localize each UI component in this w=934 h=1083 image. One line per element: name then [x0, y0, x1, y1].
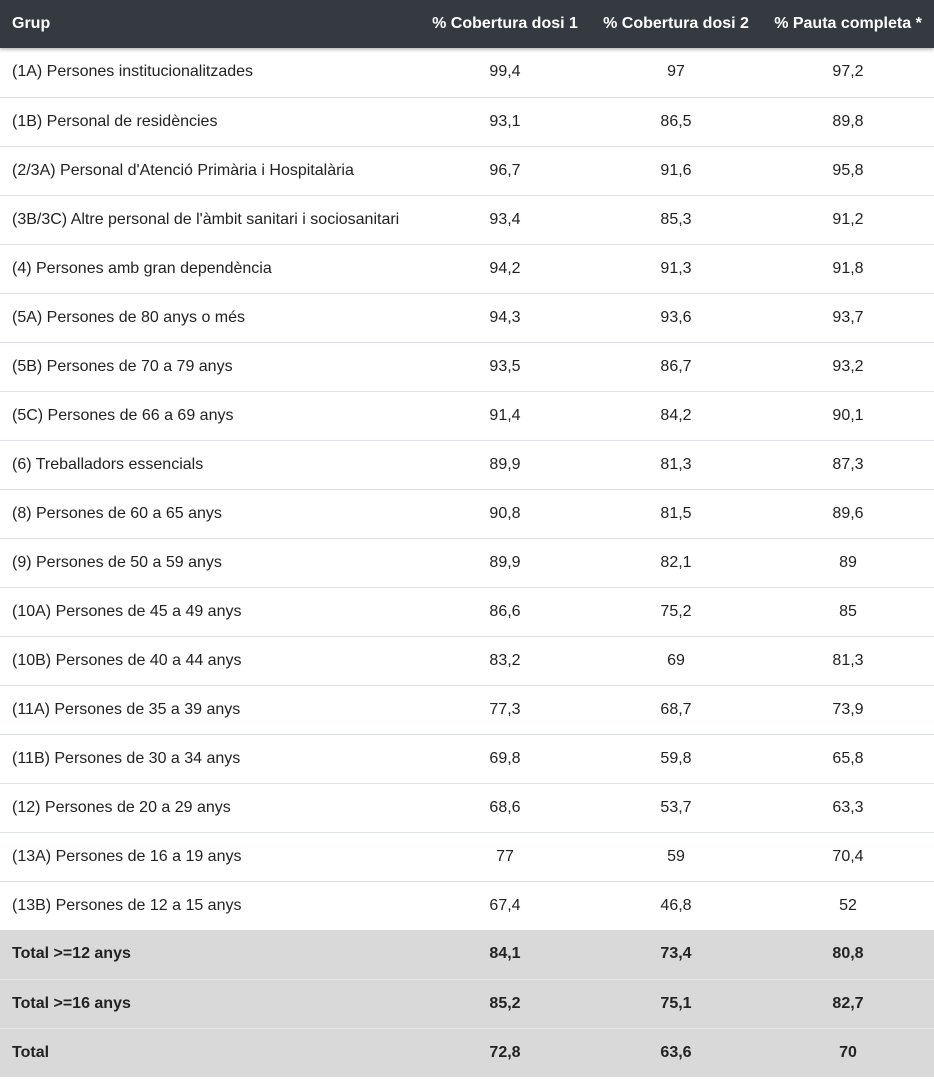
cell-dose1: 91,4 [489, 406, 521, 424]
table-row [0, 783, 934, 832]
table-row [0, 146, 934, 195]
cell-dose1: 89,9 [489, 553, 521, 571]
cell-full: 90,1 [832, 406, 864, 424]
cell-dose2: 53,7 [660, 798, 692, 816]
cell-dose2: 93,6 [660, 308, 692, 326]
table-row [0, 244, 934, 293]
cell-dose1: 90,8 [489, 504, 521, 522]
total-row [0, 1028, 934, 1077]
cell-full: 87,3 [832, 455, 864, 473]
cell-group: (12) Persones de 20 a 29 anys [12, 798, 231, 816]
table-row [0, 881, 934, 930]
cell-full: 97,2 [832, 63, 864, 81]
table-body [0, 48, 934, 930]
table-row [0, 538, 934, 587]
cell-group: (1A) Persones institucionalitzades [12, 63, 254, 81]
cell-dose1: 93,4 [489, 210, 521, 228]
cell-dose1: 94,3 [489, 308, 521, 326]
cell-full: 52 [839, 896, 857, 914]
cell-group: (1B) Personal de residències [12, 112, 218, 130]
total-cell-group: Total >=16 anys [12, 994, 131, 1012]
table-row [0, 293, 934, 342]
total-cell-dose2: 63,6 [660, 1043, 692, 1061]
cell-dose2: 97 [667, 63, 685, 81]
header-row [0, 0, 934, 48]
cell-dose2: 86,5 [660, 112, 692, 130]
cell-group: (5A) Persones de 80 anys o més [12, 308, 246, 326]
cell-dose1: 68,6 [489, 798, 521, 816]
column-header-dose2[interactable]: % Cobertura dosi 2 [603, 15, 749, 32]
cell-group: (4) Persones amb gran dependència [12, 259, 272, 277]
cell-dose1: 83,2 [489, 651, 521, 669]
table-row [0, 391, 934, 440]
table-row [0, 489, 934, 538]
cell-dose2: 84,2 [660, 406, 692, 424]
table-row [0, 636, 934, 685]
total-cell-dose2: 73,4 [660, 945, 692, 963]
cell-dose1: 69,8 [489, 749, 521, 767]
cell-group: (8) Persones de 60 a 65 anys [12, 504, 222, 522]
cell-group: (5C) Persones de 66 a 69 anys [12, 406, 234, 424]
column-header-dose1[interactable]: % Cobertura dosi 1 [432, 15, 578, 32]
total-cell-dose2: 75,1 [660, 994, 692, 1012]
cell-group: (11A) Persones de 35 a 39 anys [12, 700, 241, 718]
total-row [0, 979, 934, 1028]
cell-full: 85 [839, 602, 857, 620]
table-row [0, 440, 934, 489]
cell-dose2: 82,1 [660, 553, 692, 571]
cell-dose1: 99,4 [489, 63, 521, 81]
cell-group: (13B) Persones de 12 a 15 anys [12, 896, 242, 914]
total-cell-group: Total >=12 anys [12, 945, 131, 963]
total-cell-full: 80,8 [832, 945, 864, 963]
cell-full: 81,3 [832, 651, 864, 669]
cell-group: (5B) Persones de 70 a 79 anys [12, 357, 233, 375]
cell-group: (9) Persones de 50 a 59 anys [12, 553, 222, 571]
table-row [0, 734, 934, 783]
cell-group: (2/3A) Personal d'Atenció Primària i Hospitalària [12, 161, 354, 179]
cell-full: 93,7 [832, 308, 864, 326]
cell-full: 63,3 [832, 798, 864, 816]
cell-full: 91,8 [832, 259, 864, 277]
cell-dose2: 81,5 [660, 504, 692, 522]
table-row [0, 195, 934, 244]
cell-dose2: 59,8 [660, 749, 692, 767]
cell-dose1: 77,3 [489, 700, 521, 718]
total-cell-group: Total [12, 1043, 50, 1061]
cell-full: 93,2 [832, 357, 864, 375]
table-row [0, 685, 934, 734]
cell-dose1: 77 [496, 847, 514, 865]
total-cell-dose1: 72,8 [489, 1043, 521, 1061]
table-row [0, 832, 934, 881]
table-totals [0, 930, 934, 1077]
column-header-group[interactable]: Grup [12, 15, 51, 32]
cell-dose1: 86,6 [489, 602, 521, 620]
table-row [0, 97, 934, 146]
total-cell-dose1: 84,1 [489, 945, 521, 963]
table-header [0, 0, 934, 48]
table-row [0, 48, 934, 97]
cell-dose2: 86,7 [660, 357, 692, 375]
total-cell-dose1: 85,2 [489, 994, 521, 1012]
cell-full: 65,8 [832, 749, 864, 767]
cell-dose2: 91,3 [660, 259, 692, 277]
cell-group: (10B) Persones de 40 a 44 anys [12, 651, 242, 669]
cell-dose1: 89,9 [489, 455, 521, 473]
cell-full: 95,8 [832, 161, 864, 179]
cell-group: (6) Treballadors essencials [12, 455, 204, 473]
table-row [0, 587, 934, 636]
cell-dose2: 81,3 [660, 455, 692, 473]
cell-dose2: 69 [667, 651, 685, 669]
cell-group: (11B) Persones de 30 a 34 anys [12, 749, 241, 767]
cell-dose2: 75,2 [660, 602, 692, 620]
cell-group: (10A) Persones de 45 a 49 anys [12, 602, 242, 620]
cell-dose1: 94,2 [489, 259, 521, 277]
cell-dose2: 46,8 [660, 896, 692, 914]
cell-dose1: 96,7 [489, 161, 521, 179]
cell-group: (13A) Persones de 16 a 19 anys [12, 847, 242, 865]
total-cell-full: 82,7 [832, 994, 864, 1012]
cell-dose1: 93,1 [489, 112, 521, 130]
cell-dose2: 85,3 [660, 210, 692, 228]
cell-full: 89,8 [832, 112, 864, 130]
cell-full: 89,6 [832, 504, 864, 522]
cell-full: 70,4 [832, 847, 864, 865]
cell-dose2: 68,7 [660, 700, 692, 718]
cell-full: 89 [839, 553, 857, 571]
table-row [0, 342, 934, 391]
cell-dose2: 91,6 [660, 161, 692, 179]
total-row [0, 930, 934, 979]
column-header-full[interactable]: % Pauta completa * [774, 15, 922, 32]
cell-full: 91,2 [832, 210, 864, 228]
total-cell-full: 70 [839, 1043, 857, 1061]
cell-full: 73,9 [832, 700, 864, 718]
cell-group: (3B/3C) Altre personal de l'àmbit sanitari i sociosanitari [12, 210, 400, 228]
cell-dose1: 67,4 [489, 896, 521, 914]
cell-dose1: 93,5 [489, 357, 521, 375]
cell-dose2: 59 [667, 847, 685, 865]
